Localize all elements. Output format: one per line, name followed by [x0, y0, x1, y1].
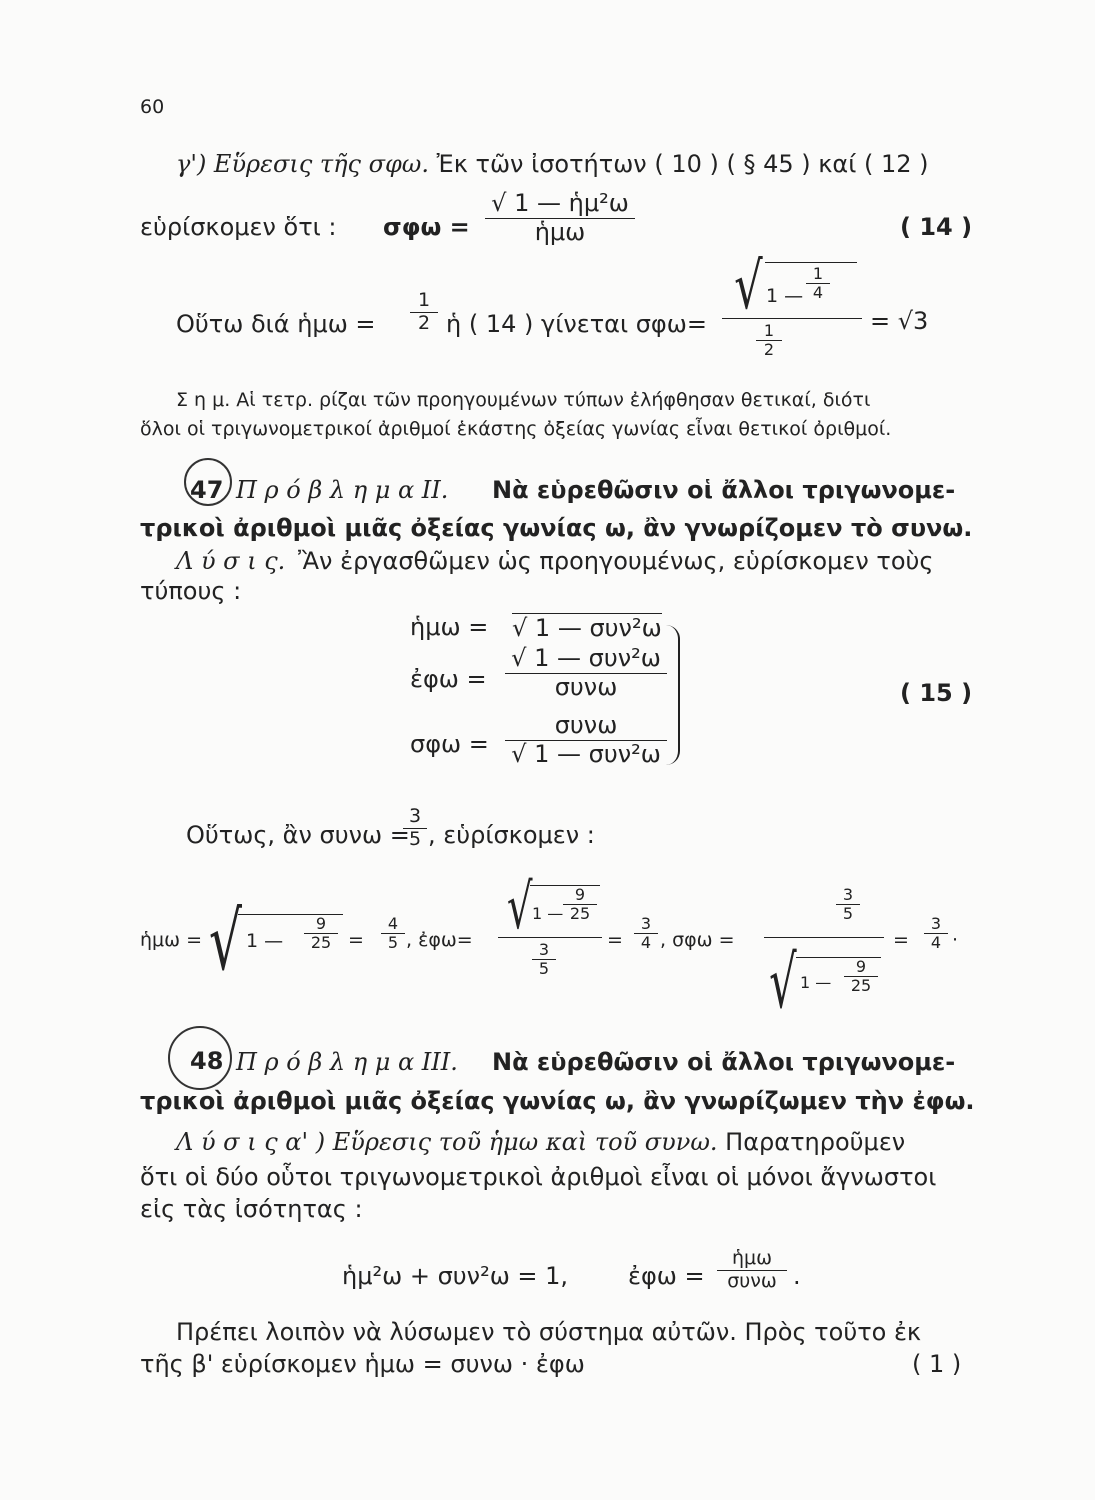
closing-line1: Πρέπει λοιπὸν νὰ λύσωμεν τὸ σύστημα αὐτῶν. Πρὸς τοῦτο ἐκ — [176, 1318, 922, 1346]
ex15-sf-radical-icon: √ — [769, 940, 797, 1024]
eq15-l3-den: √ 1 — συν²ω — [511, 739, 661, 768]
system-eq2-end: . — [793, 1262, 801, 1290]
ex15-sf-in-num: 9 — [844, 958, 878, 977]
problem47-title2: τρικοὶ ἀριθμοὶ μιᾶς ὀξείας γωνίας ω, ἂν γνωρίζομεν τὸ συνω. — [140, 514, 973, 542]
ex15-ef-res-num: 3 — [634, 915, 658, 934]
eq15-tag: ( 15 ) — [900, 679, 973, 707]
system-eq2-den: συνω — [727, 1269, 777, 1292]
eq15-l1-lhs: ἡμω = — [410, 613, 489, 641]
ex15-ef-den-num: 3 — [532, 941, 556, 960]
example14-text2: ἡ ( 14 ) γίνεται σφω= — [446, 310, 707, 338]
ex15-hm-radical-icon: √ — [208, 895, 243, 988]
note-line1: Σ η μ. Αἱ τετρ. ρίζαι τῶν προηγουμένων τύπων ἐλήφθησαν θετικαί, διότι — [176, 389, 871, 411]
example14-inner: 1 — — [766, 285, 804, 307]
example15-text1: Οὕτως, ἂν συνω = — [186, 821, 410, 849]
problem48-solution-line — [176, 1128, 905, 1156]
example14-result: = √3 — [870, 307, 929, 335]
ex15-sf-inner: 1 — — [800, 973, 832, 992]
example14-inner-num: 1 — [806, 265, 830, 284]
eq14-fraction — [485, 190, 635, 246]
example15-frac-num: 3 — [403, 806, 427, 829]
ex15-sf-res — [924, 915, 948, 953]
eq15-l3-num: συνω — [505, 712, 667, 741]
eq14-tag: ( 14 ) — [900, 213, 973, 241]
example14-den-frac — [756, 322, 782, 360]
problem48-solution-heading: Εὕρεσις τοῦ ἡμω καὶ τοῦ συνω. — [332, 1128, 718, 1156]
problem48-title1: Νὰ εὑρεθῶσιν οἱ ἄλλοι τριγωνομε- — [492, 1048, 956, 1076]
ex15-ef-den-frac — [532, 941, 556, 979]
ex15-sf-end: · — [952, 929, 959, 951]
example14-frac-num: 1 — [410, 290, 438, 313]
closing-line2: τῆς β' εὑρίσκομεν ἡμω = συνω · ἐφω — [140, 1350, 585, 1378]
ex15-ef-in-den: 25 — [569, 904, 591, 924]
ex15-sf-num-frac — [836, 886, 860, 924]
ex15-ef-eq: = — [607, 929, 623, 951]
ex15-hm-res-den: 5 — [387, 933, 399, 953]
section-g-line — [176, 150, 929, 178]
example14-text1: Οὕτω διά ἡμω = — [176, 310, 376, 338]
system-eq2-lhs: ἐφω = — [628, 1262, 705, 1290]
example15-frac — [403, 806, 427, 851]
ex15-ef-in-frac — [563, 886, 597, 924]
ex15-hm-res-num: 4 — [381, 915, 405, 934]
section-g-heading: γ') Εὕρεσις τῆς σφω. — [176, 150, 430, 178]
problem48-number: 48 — [190, 1047, 224, 1075]
ex15-hm-res — [381, 915, 405, 953]
ex15-ef-main-bar — [498, 937, 602, 938]
system-eq2-frac — [717, 1248, 787, 1293]
eq15-l2-lhs: ἐφω = — [410, 665, 487, 693]
ex15-sf-num-den: 5 — [842, 904, 854, 924]
system-eq1: ἡμ²ω + συν²ω = 1, — [342, 1262, 569, 1290]
ex15-sf-in-den: 25 — [850, 976, 872, 996]
problem48-label: Π ρ ό β λ η μ α III. — [236, 1048, 458, 1076]
ex15-hm-eq: = — [348, 929, 364, 951]
ex15-ef-den-den: 5 — [538, 959, 550, 979]
system-eq2-num: ἡμω — [717, 1248, 787, 1271]
example15-text2: , εὑρίσκομεν : — [428, 821, 595, 849]
ex15-hm-num: 9 — [304, 915, 338, 934]
eq15-l1-rhs: √ 1 — συν²ω — [512, 614, 662, 642]
eq14-lead: εὑρίσκομεν ὅτι : — [140, 213, 337, 241]
problem47-solution-text: Ἂν ἐργασθῶμεν ὡς προηγουμένως, εὑρίσκομεν τοὺς — [298, 547, 934, 575]
eq14-numerator: √ 1 — ἡμ²ω — [485, 190, 635, 219]
page-number: 60 — [140, 96, 165, 118]
ex15-hm-lhs: ἡμω = — [140, 929, 203, 951]
problem48-solution-label: Λ ύ σ ι ς α' ) — [176, 1128, 326, 1156]
ex15-sf-num-num: 3 — [836, 886, 860, 905]
example15-frac-den: 5 — [408, 827, 422, 850]
closing-tag: ( 1 ) — [912, 1350, 962, 1378]
problem48-line2: ὅτι οἱ δύο οὗτοι τριγωνομετρικοὶ ἀριθμοὶ εἶναι οἱ μόνοι ἄγνωστοι — [140, 1163, 937, 1191]
problem47-solution-text2: τύπους : — [140, 577, 242, 605]
ex15-ef-res-den: 4 — [640, 933, 652, 953]
example14-radical-bar — [765, 262, 857, 264]
eq14-lhs: σφω = — [383, 213, 470, 241]
eq14-denominator: ἡμω — [534, 217, 586, 246]
problem48-title2: τρικοὶ ἀριθμοὶ μιᾶς ὀξείας γωνίας ω, ἂν γνωρίζωμεν τὴν ἐφω. — [140, 1087, 975, 1115]
problem47-solution-label: Λ ύ σ ι ς. — [176, 547, 286, 575]
ex15-hm-frac — [304, 915, 338, 953]
ex15-hm-inner: 1 — — [246, 930, 284, 952]
eq15-l3-lhs: σφω = — [410, 730, 489, 758]
problem47-label: Π ρ ό β λ η μ α II. — [236, 476, 449, 504]
ex15-ef-inner: 1 — — [532, 904, 564, 923]
ex15-sf-eq: = — [893, 929, 909, 951]
ex15-ef-radical-icon: √ — [506, 870, 533, 943]
eq15-l2-num: √ 1 — συν²ω — [505, 645, 667, 674]
eq15-l2-fraction — [505, 645, 667, 701]
example14-den-den: 2 — [763, 340, 775, 360]
ex15-ef-lhs: , ἐφω= — [406, 929, 473, 951]
example14-inner-frac — [806, 265, 830, 303]
eq15-l2-den: συνω — [554, 672, 618, 701]
problem48-solution-text: Παρατηροῦμεν — [725, 1128, 906, 1156]
ex15-sf-res-den: 4 — [930, 933, 942, 953]
example14-den-num: 1 — [756, 322, 782, 341]
ex15-sf-res-num: 3 — [924, 915, 948, 934]
ex15-ef-in-num: 9 — [563, 886, 597, 905]
example14-frac — [410, 290, 438, 335]
section-g-text: Ἐκ τῶν ἰσοτήτων ( 10 ) ( § 45 ) καί ( 12 ) — [436, 150, 929, 178]
ex15-sf-lhs: , σφω = — [660, 929, 735, 951]
problem48-line3: εἰς τὰς ἰσότητας : — [140, 1195, 363, 1223]
example14-inner-den: 4 — [812, 283, 824, 303]
eq15-brace — [664, 625, 680, 765]
problem47-number: 47 — [190, 476, 224, 504]
example14-main-fraction-bar — [722, 318, 862, 319]
example14-radical-icon: √ — [734, 250, 763, 324]
ex15-sf-main-bar — [764, 937, 884, 938]
ex15-ef-res — [634, 915, 658, 953]
note-line2: ὅλοι οἱ τριγωνομετρικοί ἀριθμοί ἑκάστης ὀξείας γωνίας εἶναι θετικοί ὀριθμοί. — [140, 418, 892, 440]
ex15-hm-den: 25 — [310, 933, 332, 953]
eq15-l3-fraction — [505, 712, 667, 768]
problem47-title1: Νὰ εὑρεθῶσιν οἱ ἄλλοι τριγωνομε- — [492, 476, 956, 504]
ex15-sf-in-frac — [844, 958, 878, 996]
example14-frac-den: 2 — [417, 311, 431, 334]
